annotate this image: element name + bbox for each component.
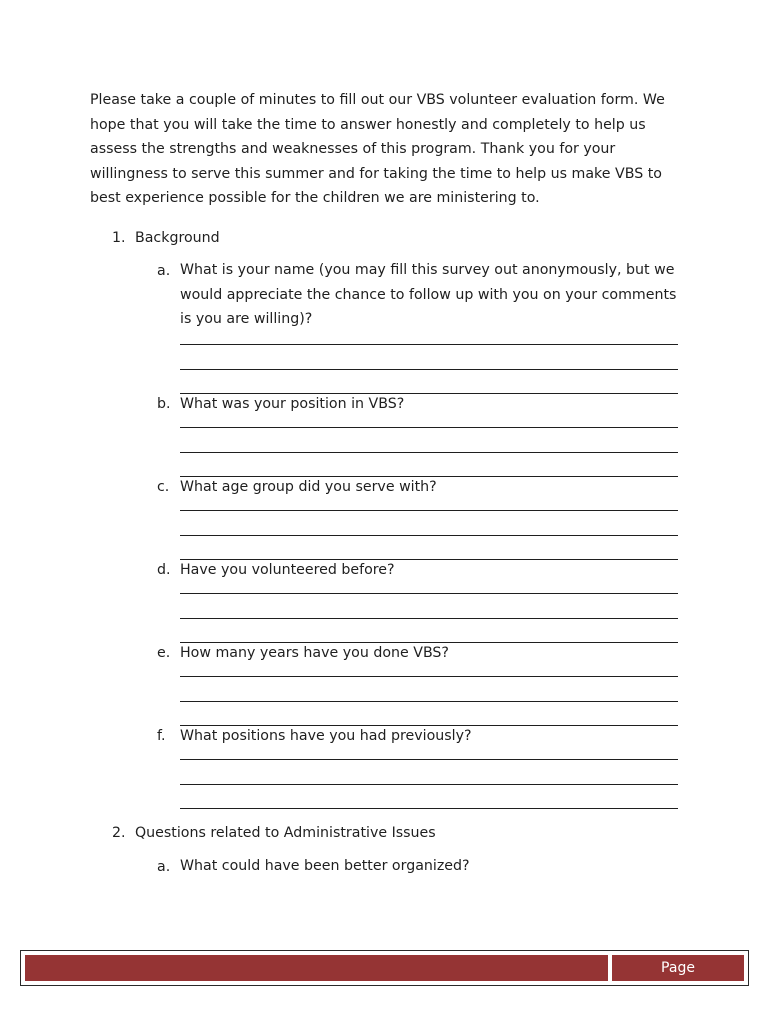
question-line: What was your position in VBS?	[180, 396, 405, 412]
footer-page-label: Page	[612, 955, 744, 981]
question-name	[180, 258, 680, 332]
question-previous-positions	[180, 724, 680, 749]
answer-line[interactable]	[180, 344, 678, 345]
intro-line: assess the strengths and weaknesses of this program. Thank you for your	[90, 141, 616, 158]
intro-line: willingness to serve this summer and for taking the time to help us make VBS to	[90, 165, 662, 182]
question-letter: a.	[157, 859, 171, 875]
answer-line[interactable]	[180, 510, 678, 511]
question-years	[180, 641, 680, 666]
section-title-background: Background	[135, 230, 220, 246]
answer-line[interactable]	[180, 701, 678, 702]
answer-line[interactable]	[180, 369, 678, 370]
answer-line[interactable]	[180, 618, 678, 619]
intro-paragraph	[90, 88, 690, 211]
intro-line: best experience possible for the children we are ministering to.	[90, 190, 540, 207]
section-number: 2.	[112, 825, 126, 841]
question-letter: b.	[157, 396, 171, 412]
intro-line: hope that you will take the time to answer honestly and completely to help us	[90, 116, 646, 133]
question-position	[180, 392, 680, 417]
question-line: How many years have you done VBS?	[180, 645, 449, 661]
question-letter: d.	[157, 562, 171, 578]
intro-line: Please take a couple of minutes to fill out our VBS volunteer evaluation form. We	[90, 92, 665, 108]
question-letter: f.	[157, 728, 166, 744]
page-footer	[20, 950, 749, 986]
question-age-group	[180, 475, 680, 500]
answer-line[interactable]	[180, 676, 678, 677]
question-line: What could have been better organized?	[180, 858, 470, 874]
question-line: What positions have you had previously?	[180, 728, 472, 744]
answer-line[interactable]	[180, 808, 678, 809]
answer-line[interactable]	[180, 784, 678, 785]
question-line: is you are willing)?	[180, 311, 313, 328]
question-letter: e.	[157, 645, 171, 661]
answer-line[interactable]	[180, 452, 678, 453]
question-organized	[180, 854, 680, 879]
answer-line[interactable]	[180, 759, 678, 760]
answer-line[interactable]	[180, 535, 678, 536]
section-title-administrative: Questions related to Administrative Issues	[135, 825, 436, 841]
question-letter: a.	[157, 263, 171, 279]
question-line: Have you volunteered before?	[180, 562, 395, 578]
answer-line[interactable]	[180, 593, 678, 594]
question-volunteered	[180, 558, 680, 583]
footer-bar	[25, 955, 608, 981]
answer-line[interactable]	[180, 427, 678, 428]
question-line: What is your name (you may fill this survey out anonymously, but we	[180, 262, 675, 278]
section-number: 1.	[112, 230, 126, 246]
question-line: What age group did you serve with?	[180, 479, 437, 495]
question-letter: c.	[157, 479, 170, 495]
question-line: would appreciate the chance to follow up with you on your comments	[180, 286, 677, 303]
